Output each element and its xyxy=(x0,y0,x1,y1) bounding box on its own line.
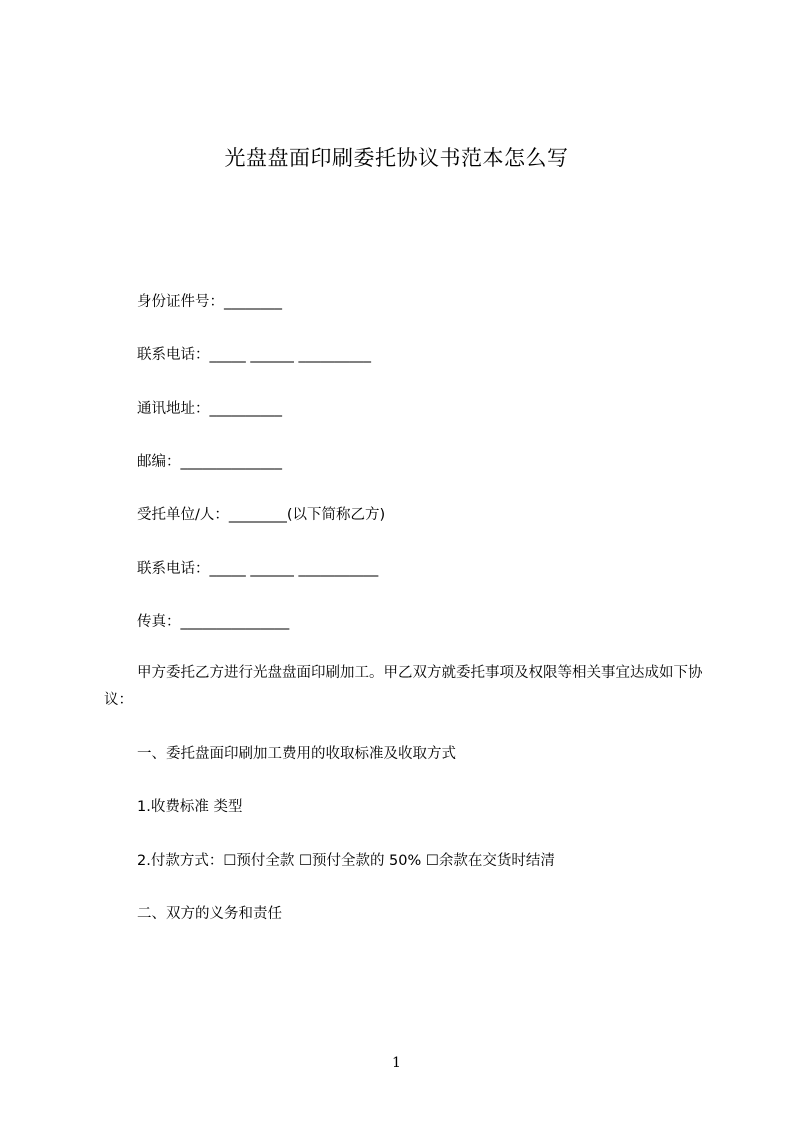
section-2-heading: 二、双方的义务和责任 xyxy=(137,906,282,922)
phone-line-2: 联系电话：_____ ______ ___________ xyxy=(137,561,379,577)
intro-paragraph: 甲方委托乙方进行光盘盘面印刷加工。甲乙双方就委托事项及权限等相关事宜达成如下协议： xyxy=(104,665,703,708)
address-line: 通讯地址：__________ xyxy=(137,401,282,417)
page-number: 1 xyxy=(392,1055,401,1071)
postcode-line: 邮编：______________ xyxy=(137,454,282,470)
section-1-heading: 一、委托盘面印刷加工费用的收取标准及收取方式 xyxy=(137,746,456,762)
id-number-line: 身份证件号：________ xyxy=(137,294,282,310)
phone-line-1: 联系电话：_____ ______ __________ xyxy=(137,347,371,363)
document-title: 光盘盘面印刷委托协议书范本怎么写 xyxy=(224,146,569,170)
payment-method-item: 2.付款方式：☐预付全款 ☐预付全款的 50% ☐余款在交货时结清 xyxy=(137,853,555,869)
fee-standard-item: 1.收费标准 类型 xyxy=(137,799,243,815)
fax-line: 传真：_______________ xyxy=(137,614,290,630)
trustee-line: 受托单位/人：________(以下简称乙方) xyxy=(137,507,386,523)
